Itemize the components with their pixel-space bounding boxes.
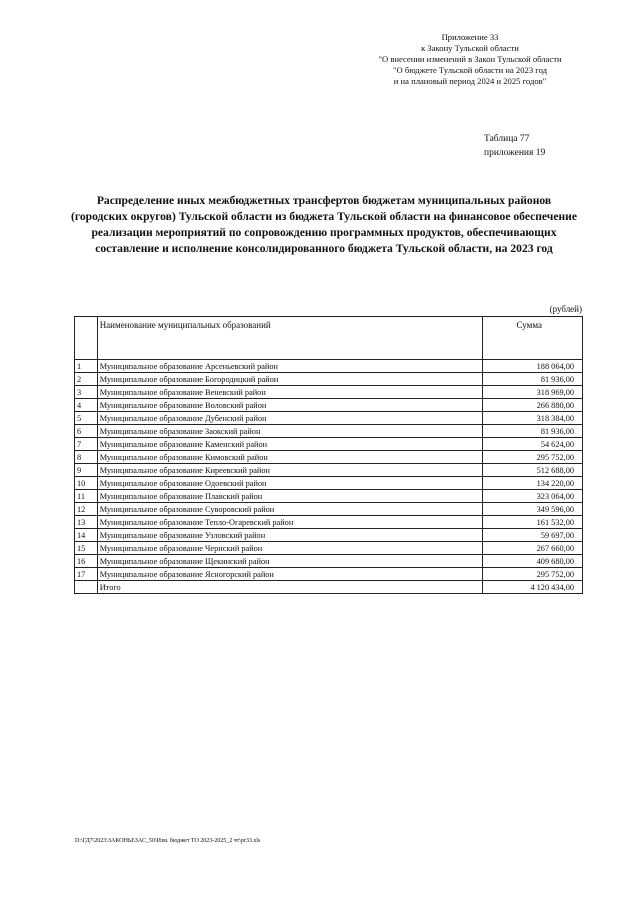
table-row <box>75 360 583 373</box>
row-number: 4 <box>75 399 98 412</box>
table-row <box>75 425 583 438</box>
table-row <box>75 477 583 490</box>
header-municipality: Наименование муниципальных образований <box>97 317 482 360</box>
amount: 295 752,00 <box>482 451 582 464</box>
unit-label: (рублей) <box>549 304 582 314</box>
row-number: 3 <box>75 386 98 399</box>
amount: 323 064,00 <box>482 490 582 503</box>
amount: 266 880,00 <box>482 399 582 412</box>
row-number <box>75 581 98 594</box>
transfers-table <box>74 316 583 594</box>
amount: 318 969,00 <box>482 386 582 399</box>
appendix-header-line: Приложение 33 <box>441 32 499 42</box>
table-row <box>75 438 583 451</box>
row-number: 6 <box>75 425 98 438</box>
table-header-row <box>75 317 583 360</box>
municipality-name: Муниципальное образование Киреевский район <box>97 464 482 477</box>
table-row <box>75 529 583 542</box>
table-row <box>75 516 583 529</box>
table-row <box>75 412 583 425</box>
amount: 134 220,00 <box>482 477 582 490</box>
municipality-name: Муниципальное образование Плавский район <box>97 490 482 503</box>
amount: 512 688,00 <box>482 464 582 477</box>
municipality-name: Муниципальное образование Дубенский район <box>97 412 482 425</box>
municipality-name: Муниципальное образование Воловский район <box>97 399 482 412</box>
amount: 161 532,00 <box>482 516 582 529</box>
amount: 81 936,00 <box>482 373 582 386</box>
municipality-name: Муниципальное образование Каменский район <box>97 438 482 451</box>
row-number: 1 <box>75 360 98 373</box>
municipality-name: Муниципальное образование Веневский район <box>97 386 482 399</box>
document-title: Распределение иных межбюджетных трансфертов бюджетам муниципальных районов (городских округов) Тульской области из бюджета Тульской области на финансовое обеспечение реализации мероприятий по сопровождению программных продуктов, обеспечивающих составление и исполнение консолидированного бюджета Тульской области, на 2023 год <box>71 194 577 255</box>
municipality-name: Муниципальное образование Суворовский район <box>97 503 482 516</box>
municipality-name: Итого <box>97 581 482 594</box>
row-number: 17 <box>75 568 98 581</box>
row-number: 2 <box>75 373 98 386</box>
table-row <box>75 451 583 464</box>
header-sum: Сумма <box>482 317 582 360</box>
row-number: 10 <box>75 477 98 490</box>
row-number: 15 <box>75 542 98 555</box>
amount: 54 624,00 <box>482 438 582 451</box>
appendix-header-line: "О внесении изменений в Закон Тульской области <box>378 54 562 64</box>
table-row <box>75 490 583 503</box>
table-row <box>75 373 583 386</box>
amount: 349 596,00 <box>482 503 582 516</box>
municipality-name: Муниципальное образование Заокский район <box>97 425 482 438</box>
amount: 59 697,00 <box>482 529 582 542</box>
amount: 188 064,00 <box>482 360 582 373</box>
amount: 318 384,00 <box>482 412 582 425</box>
municipality-name: Муниципальное образование Богородицкий район <box>97 373 482 386</box>
municipality-name: Муниципальное образование Одоевский район <box>97 477 482 490</box>
table-row <box>75 568 583 581</box>
table-row <box>75 464 583 477</box>
row-number: 11 <box>75 490 98 503</box>
appendix-header-line: "О бюджете Тульской области на 2023 год <box>393 65 547 75</box>
header-number <box>75 317 98 360</box>
amount: 81 936,00 <box>482 425 582 438</box>
total-row <box>75 581 583 594</box>
row-number: 14 <box>75 529 98 542</box>
row-number: 8 <box>75 451 98 464</box>
municipality-name: Муниципальное образование Узловский район <box>97 529 482 542</box>
municipality-name: Муниципальное образование Арсеньевский район <box>97 360 482 373</box>
municipality-name: Муниципальное образование Тепло-Огаревский район <box>97 516 482 529</box>
table-row <box>75 399 583 412</box>
table-row <box>75 503 583 516</box>
amount: 295 752,00 <box>482 568 582 581</box>
amount: 4 120 434,00 <box>482 581 582 594</box>
table-row <box>75 542 583 555</box>
municipality-name: Муниципальное образование Ясногорский район <box>97 568 482 581</box>
municipality-name: Муниципальное образование Чернский район <box>97 542 482 555</box>
appendix-header-line: к Закону Тульской области <box>421 43 519 53</box>
row-number: 16 <box>75 555 98 568</box>
row-number: 13 <box>75 516 98 529</box>
appendix-number: приложения 19 <box>484 148 546 158</box>
appendix-header <box>350 32 590 87</box>
file-path-footer: D:\ГД7\2023\ЗАКОНЫ\ЗАС_50\Изм. бюджет ТО 2023-2025_2 чт\pr33.xls <box>75 837 261 844</box>
table-reference <box>484 132 564 160</box>
table-row <box>75 555 583 568</box>
table-row <box>75 386 583 399</box>
row-number: 7 <box>75 438 98 451</box>
municipality-name: Муниципальное образование Щекинский район <box>97 555 482 568</box>
row-number: 12 <box>75 503 98 516</box>
amount: 267 660,00 <box>482 542 582 555</box>
municipality-name: Муниципальное образование Кимовский район <box>97 451 482 464</box>
row-number: 9 <box>75 464 98 477</box>
row-number: 5 <box>75 412 98 425</box>
table-number: Таблица 77 <box>484 134 530 144</box>
amount: 409 680,00 <box>482 555 582 568</box>
appendix-header-line: и на плановый период 2024 и 2025 годов" <box>393 76 547 86</box>
